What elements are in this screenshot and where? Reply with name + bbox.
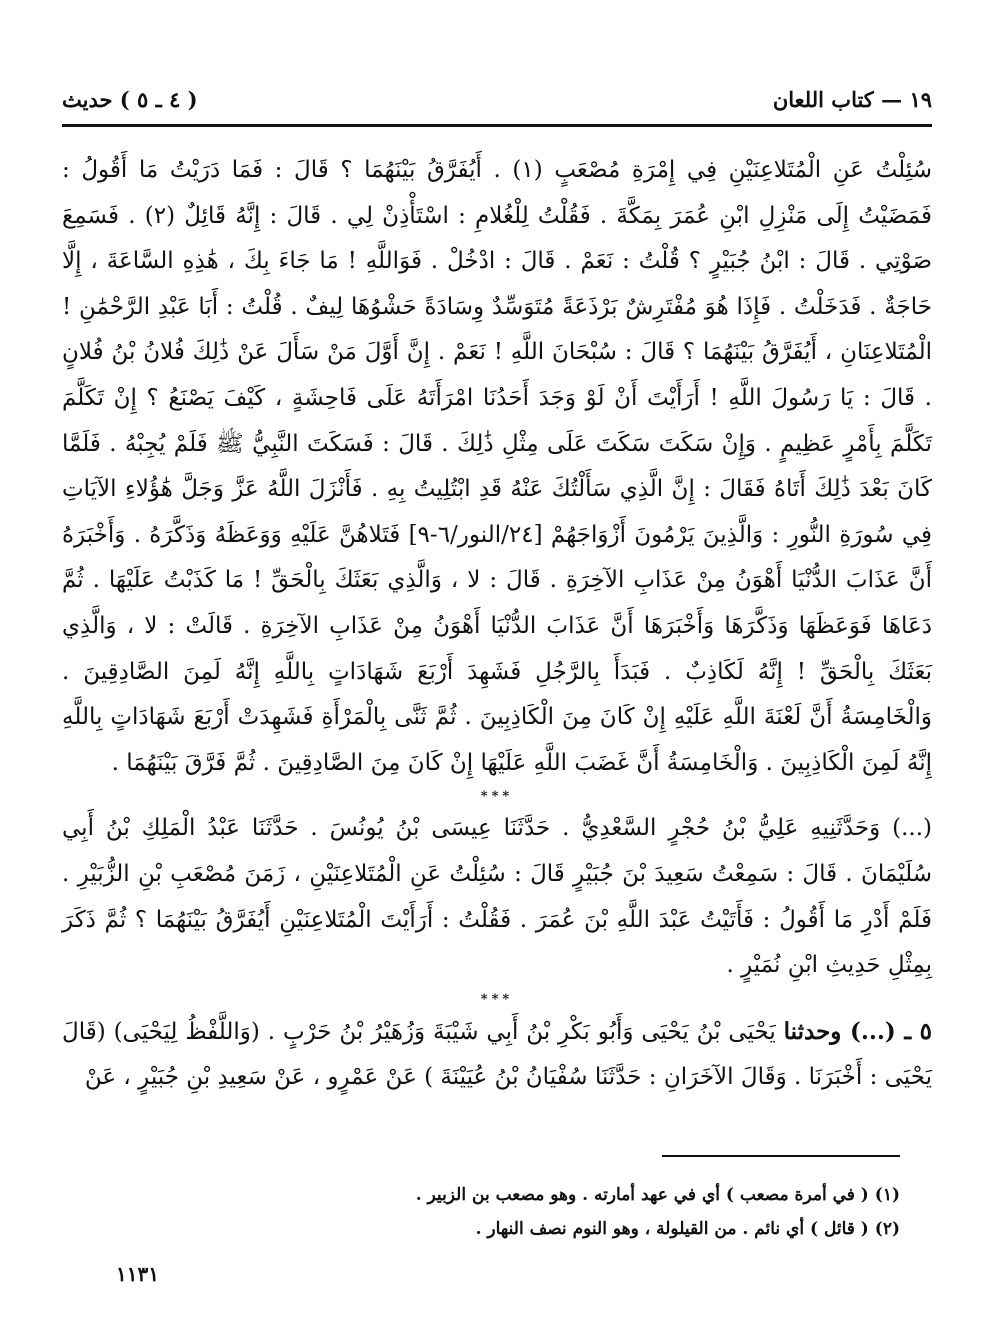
footnotes (62, 1178, 900, 1246)
main-text (62, 148, 932, 1101)
paragraph-1-text: سُئِلْتُ عَنِ الْمُتَلاعِنَيْنِ فِي إِمْرَةِ مُصْعَبٍ (١) . أَيُفَرَّقُ بَيْنَهُمَا ؟ قَالَ : فَمَا دَرَيْتُ مَا أَقُولُ : فَمَضَيْتُ إِلَى مَنْزِلِ ابْنِ عُمَرَ بِمَكَّةَ . فَقُلْتُ لِلْغُلامِ : اسْتَأْذِنْ لِي . قَالَ : إِنَّهُ قَائِلٌ (٢) . فَسَمِعَ صَوْتِي . قَالَ : ابْنُ جُبَيْرٍ ؟ قُلْتُ : نَعَمْ . قَالَ : ادْخُلْ . فَوَاللَّهِ ! مَا جَاءَ بِكَ ، هَٰذِهِ السَّاعَةَ ، إِلَّا حَاجَةٌ . فَدَخَلْتُ . فَإِذَا هُوَ مُفْتَرِشٌ بَرْذَعَةً مُتَوَسِّدٌ وِسَادَةً حَشْوُهَا لِيفٌ . قُلْتُ : أَبَا عَبْدِ الرَّحْمَٰنِ ! الْمُتَلاعِنَانِ ، أَيُفَرَّقُ بَيْنَهُمَا ؟ قَالَ : سُبْحَانَ اللَّهِ ! نَعَمْ . إِنَّ أَوَّلَ مَنْ سَأَلَ عَنْ ذَٰلِكَ فُلانُ بْنُ فُلانٍ . قَالَ : يَا رَسُولَ اللَّهِ ! أَرَأَيْتَ أَنْ لَوْ وَجَدَ أَحَدُنَا امْرَأَتَهُ عَلَى فَاحِشَةٍ ، كَيْفَ يَصْنَعُ ؟ إِنْ تَكَلَّمَ تَكَلَّمَ بِأَمْرٍ عَظِيمٍ . وَإِنْ سَكَتَ سَكَتَ عَلَى مِثْلِ ذَٰلِكَ . قَالَ : فَسَكَتَ النَّبِيُّ ﷺ فَلَمْ يُجِبْهُ . فَلَمَّا كَانَ بَعْدَ ذَٰلِكَ أَتَاهُ فَقَالَ : إِنَّ الَّذِي سَأَلْتُكَ عَنْهُ قَدِ ابْتُلِيتُ بِهِ . فَأَنْزَلَ اللَّهُ عَزَّ وَجَلَّ هَٰؤُلاءِ الآيَاتِ فِي سُورَةِ النُّورِ : وَالَّذِينَ يَرْمُونَ أَزْوَاجَهُمْ [٢٤/النور/٦-٩] فَتَلاهُنَّ عَلَيْهِ وَوَعَظَهُ وَذَكَّرَهُ . وَأَخْبَرَهُ أَنَّ عَذَابَ الدُّنْيَا أَهْوَنُ مِنْ عَذَابِ الآخِرَةِ . قَالَ : لا ، وَالَّذِي بَعَثَكَ بِالْحَقِّ ! مَا كَذَبْتُ عَلَيْهَا . ثُمَّ دَعَاهَا فَوَعَظَهَا وَذَكَّرَهَا وَأَخْبَرَهَا أَنَّ عَذَابَ الدُّنْيَا أَهْوَنُ مِنْ عَذَابِ الآخِرَةِ . قَالَتْ : لا ، وَالَّذِي بَعَثَكَ بِالْحَقِّ ! إِنَّهُ لَكَاذِبٌ . فَبَدَأَ بِالرَّجُلِ فَشَهِدَ أَرْبَعَ شَهَادَاتٍ بِاللَّهِ إِنَّهُ لَمِنَ الصَّادِقِينَ . وَالْخَامِسَةُ أَنَّ لَعْنَةَ اللَّهِ عَلَيْهِ إِنْ كَانَ مِنَ الْكَاذِبِينَ . ثُمَّ ثَنَّى بِالْمَرْأَةِ فَشَهِدَتْ أَرْبَعَ شَهَادَاتٍ بِاللَّهِ إِنَّهُ لَمِنَ الْكَاذِبِينَ . وَالْخَامِسَةُ أَنَّ غَضَبَ اللَّهِ عَلَيْهَا إِنْ كَانَ مِنَ الصَّادِقِينَ . ثُمَّ فَرَّقَ بَيْنَهُمَا . (62, 157, 933, 776)
paragraph-2 (62, 806, 932, 988)
hadith-number-heading: ٥ ـ (...) وحدثنا (783, 1017, 933, 1045)
hadith-range: ( ٤ ـ ٥ ) حديث (62, 86, 198, 112)
chapter-title: ١٩ — كتاب اللعان (772, 86, 932, 112)
running-header (62, 78, 932, 120)
section-separator-2: *** (480, 991, 514, 1007)
footnote-2: (٢) ( قائل ) أي نائم . من القيلولة ، وهو النوم نصف النهار . (475, 1219, 900, 1239)
paragraph-3-text: يَحْيَى بْنُ يَحْيَى وَأَبُو بَكْرِ بْنُ أَبِي شَيْبَةَ وَزُهَيْرُ بْنُ حَرْبٍ . (وَاللَّفْظُ لِيَحْيَى) (قَالَ يَحْيَى : أَخْبَرَنَا . وَقَالَ الآخَرَانِ : حَدَّثَنَا سُفْيَانُ بْنُ عُيَيْنَةَ ) عَنْ عَمْرٍو ، عَنْ سَعِيدِ بْنِ جُبَيْرٍ ، عَنْ (62, 1018, 932, 1091)
footnote-rule (662, 1155, 900, 1157)
footnote-1: (١) ( في أمرة مصعب ) أي في عهد أمارته . وهو مصعب بن الزبير . (415, 1185, 900, 1205)
header-rule (62, 124, 932, 127)
paragraph-2-text: (...) وَحَدَّثَنِيهِ عَلِيُّ بْنُ حُجْرٍ السَّعْدِيُّ . حَدَّثَنَا عِيسَى بْنُ يُونُسَ . حَدَّثَنَا عَبْدُ الْمَلِكِ بْنُ أَبِي سُلَيْمَانَ . قَالَ : سَمِعْتُ سَعِيدَ بْنَ جُبَيْرٍ قَالَ : سُئِلْتُ عَنِ الْمُتَلاعِنَيْنِ ، زَمَنَ مُصْعَبِ بْنِ الزُّبَيْرِ . فَلَمْ أَدْرِ مَا أَقُولُ : فَأَتَيْتُ عَبْدَ اللَّهِ بْنَ عُمَرَ . فَقُلْتُ : أَرَأَيْتَ الْمُتَلاعِنَيْنِ أَيُفَرَّقُ بَيْنَهُمَا ؟ ثُمَّ ذَكَرَ بِمِثْلِ حَدِيثِ ابْنِ نُمَيْرٍ . (62, 815, 932, 979)
paragraph-1 (62, 148, 932, 786)
paragraph-3 (62, 1009, 932, 1101)
section-separator-1: *** (480, 789, 514, 805)
page-number: ١١٣١ (116, 1262, 159, 1286)
